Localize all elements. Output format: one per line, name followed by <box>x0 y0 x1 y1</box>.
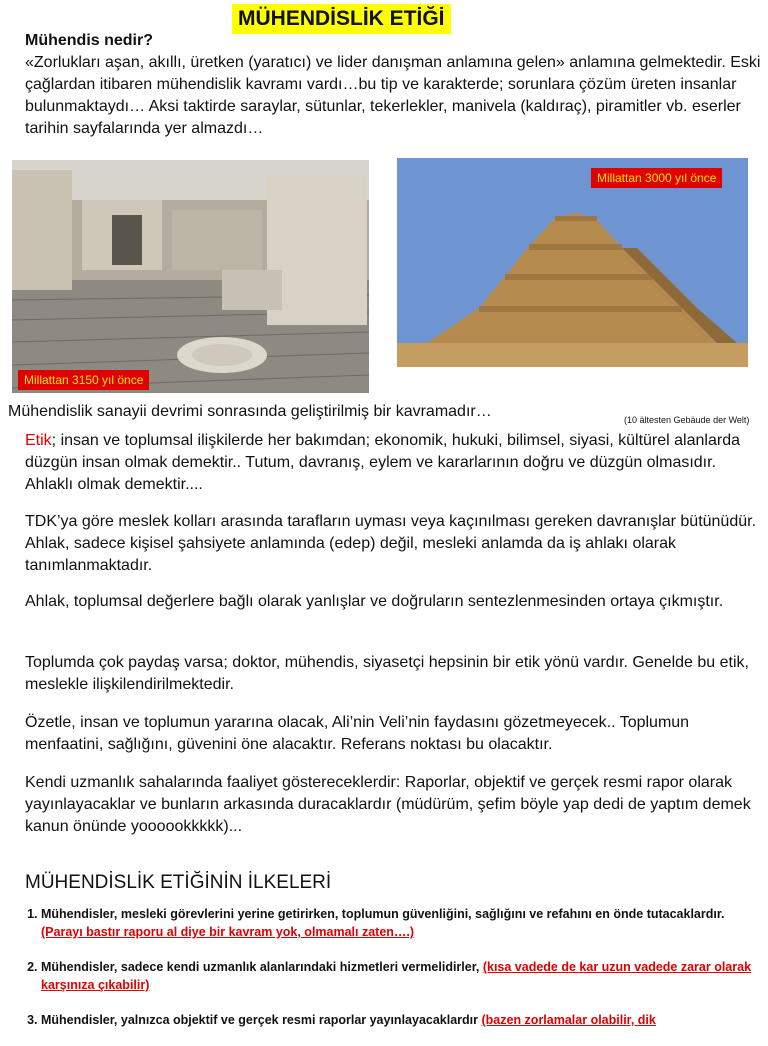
principles-list <box>25 905 761 1046</box>
principle-text: Mühendisler, mesleki görevlerini yerine getirirken, toplumun güvenliğini, sağlığını ve refahını en önde tutacaklardır. <box>41 907 725 921</box>
etik-keyword: Etik <box>25 432 52 449</box>
image-source-caption: (10 ältesten Gebäude der Welt) <box>624 415 750 425</box>
tdk-paragraph: TDK’ya göre meslek kolları arasında tarafların uyması veya kaçınılması gereken davranışlar bütünüdür. Ahlak, sadece kişisel şahsiyete anlamında (edep) değil, mesleki anlamda da iş ahlakı olarak tanımlanmaktadır. <box>25 513 757 574</box>
temple-age-label: Millattan 3150 yıl önce <box>18 370 149 390</box>
temple-illustration <box>12 160 369 393</box>
pyramid-illustration <box>397 158 748 367</box>
list-item <box>41 1011 761 1029</box>
etik-text: ; insan ve toplumsal ilişkilerde her bakımdan; ekonomik, hukuki, bilimsel, siyasi, kültürel alanlarda düzgün insan olmak demektir.. Tutum, davranış, eylem ve kararlarının doğru ve düzgün olmasıdır. Ahlaklı olmak demektir.... <box>25 432 740 493</box>
principle-note: (bazen zorlamalar olabilir, dik <box>481 1013 656 1027</box>
section-question: Mühendis nedir? <box>25 32 153 49</box>
principles-heading: MÜHENDİSLİK ETİĞİNİN İLKELERİ <box>25 872 332 893</box>
list-item <box>41 905 761 941</box>
list-item <box>41 958 761 994</box>
temple-photo <box>12 160 369 393</box>
page-title: MÜHENDİSLİK ETİĞİ <box>232 4 451 34</box>
ozetle-paragraph: Özetle, insan ve toplumun yararına olacak, Ali’nin Veli’nin faydasını gözetmeyecek.. Toplumun menfaatini, sağlığını, güvenini öne alacaktır. Referans noktası bu olacaktır. <box>25 714 690 753</box>
principle-note: (kısa vadede de kar uzun vadede zarar olarak karşınıza çıkabilir) <box>41 960 752 992</box>
toplum-paragraph: Toplumda çok paydaş varsa; doktor, mühendis, siyasetçi hepsinin bir etik yönü vardır. Genelde bu etik, meslekle ilişkilendirilmektedir. <box>25 654 749 693</box>
sanayi-line: Mühendislik sanayii devrimi sonrasında geliştirilmiş bir kavramadır… <box>8 403 492 420</box>
principle-text: Mühendisler, sadece kendi uzmanlık alanlarındaki hizmetleri vermelidirler, <box>41 960 483 974</box>
kendi-paragraph: Kendi uzmanlık sahalarında faaliyet göstereceklerdir: Raporlar, objektif ve gerçek resmi rapor olarak yayınlayacaklar ve bunların arkasında duracaklardır (müdürüm, şefim böyle yap dedi de yaptım demek kanun önünde yoooookkkkk)... <box>25 774 751 835</box>
principle-text: Mühendisler, yalnızca objektif ve gerçek resmi raporlar yayınlayacaklardır <box>41 1013 482 1027</box>
principle-note: (Parayı bastır raporu al diye bir kavram yok, olmamalı zaten….) <box>41 925 415 939</box>
etik-paragraph <box>25 430 765 496</box>
ahlak-paragraph: Ahlak, toplumsal değerlere bağlı olarak yanlışlar ve doğruların sentezlenmesinden ortaya çıkmıştır. <box>25 593 724 610</box>
intro-paragraph: «Zorlukları aşan, akıllı, üretken (yaratıcı) ve lider danışman anlamına gelen» anlamına gelmektedir. Eski çağlardan itibaren mühendislik kavramı vardı…bu tip ve karakterde; sorunlara çözüm üreten insanlar bulunmaktaydı… Aksi taktirde saraylar, sütunlar, tekerlekler, manivela (kaldıraç), piramitler vb. eserler tarihin sayfalarında yer almazdı… <box>25 54 761 137</box>
pyramid-photo <box>397 158 748 367</box>
pyramid-age-label: Millattan 3000 yıl önce <box>591 168 722 188</box>
